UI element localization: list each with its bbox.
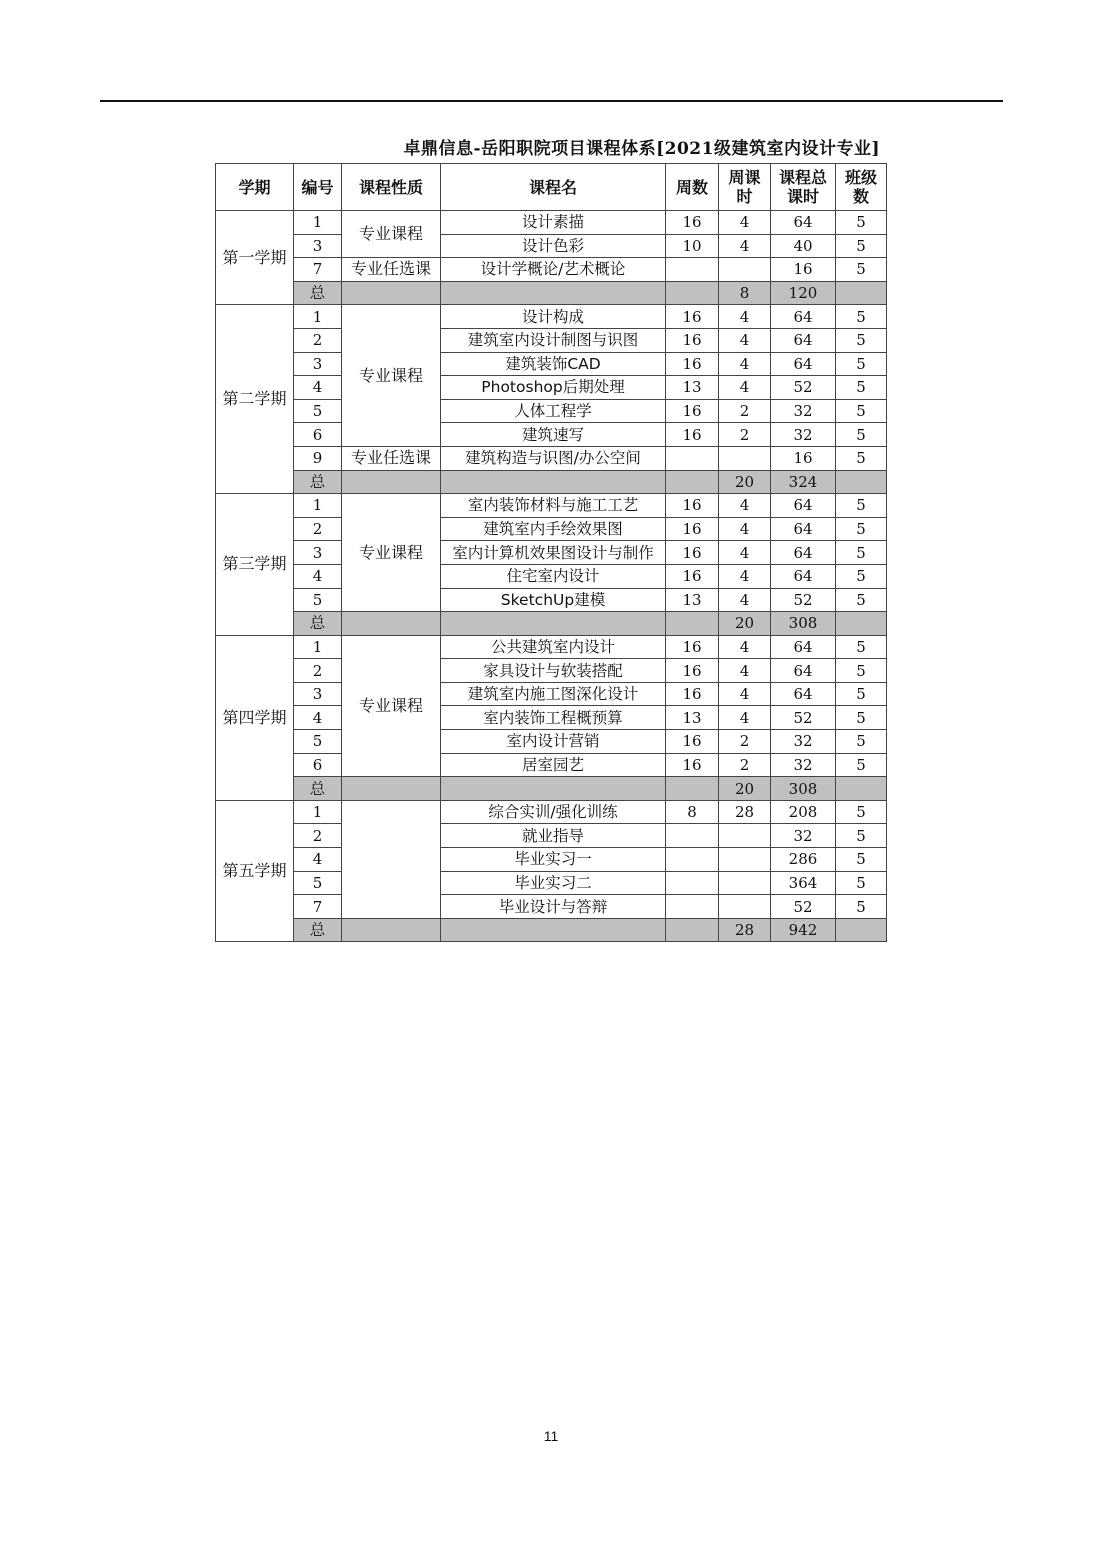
- weekly-hours-cell: [719, 895, 771, 919]
- weekly-hours-cell: 28: [719, 800, 771, 824]
- total-hours-cell: 32: [771, 824, 836, 848]
- number-cell: 1: [294, 494, 342, 518]
- class-count-cell: 5: [836, 659, 887, 683]
- table-row: [216, 517, 887, 541]
- course-name-cell: 综合实训/强化训练: [441, 800, 666, 824]
- table-row: [216, 824, 887, 848]
- weekly-hours-cell: [719, 848, 771, 872]
- total-blank-cell: [836, 918, 887, 942]
- table-row: [216, 564, 887, 588]
- class-count-cell: 5: [836, 706, 887, 730]
- total-hours-cell: 286: [771, 848, 836, 872]
- total-blank-cell: [666, 777, 719, 801]
- weeks-cell: 10: [666, 234, 719, 258]
- total-hours-cell: 64: [771, 682, 836, 706]
- total-blank-cell: [441, 777, 666, 801]
- class-count-cell: 5: [836, 376, 887, 400]
- table-body: [216, 211, 887, 942]
- course-nature-cell: 专业课程: [342, 211, 441, 258]
- total-hours-sum-cell: 308: [771, 777, 836, 801]
- course-name-cell: 住宅室内设计: [441, 564, 666, 588]
- weekly-hours-cell: 4: [719, 305, 771, 329]
- table-row: [216, 376, 887, 400]
- number-cell: 1: [294, 211, 342, 235]
- weekly-hours-cell: 4: [719, 588, 771, 612]
- weeks-cell: 16: [666, 682, 719, 706]
- class-count-cell: 5: [836, 517, 887, 541]
- weeks-cell: 13: [666, 706, 719, 730]
- weekly-hours-cell: 4: [719, 635, 771, 659]
- weeks-cell: 16: [666, 399, 719, 423]
- table-row: [216, 258, 887, 282]
- total-label-cell: 总: [294, 777, 342, 801]
- header-total-hours: 课程总 课时: [771, 164, 836, 211]
- weekly-hours-cell: 4: [719, 659, 771, 683]
- total-weekly-hours-cell: 28: [719, 918, 771, 942]
- course-name-cell: 建筑室内手绘效果图: [441, 517, 666, 541]
- table-row: [216, 328, 887, 352]
- number-cell: 5: [294, 871, 342, 895]
- total-hours-cell: 32: [771, 730, 836, 754]
- weeks-cell: 16: [666, 305, 719, 329]
- total-hours-sum-cell: 308: [771, 612, 836, 636]
- total-label-cell: 总: [294, 612, 342, 636]
- number-cell: 5: [294, 399, 342, 423]
- weeks-cell: 16: [666, 635, 719, 659]
- class-count-cell: 5: [836, 446, 887, 470]
- weeks-cell: 16: [666, 494, 719, 518]
- total-blank-cell: [441, 612, 666, 636]
- weekly-hours-cell: 4: [719, 352, 771, 376]
- class-count-cell: 5: [836, 588, 887, 612]
- weekly-hours-cell: 2: [719, 730, 771, 754]
- total-blank-cell: [836, 612, 887, 636]
- header-row: [216, 164, 887, 211]
- table-row: [216, 800, 887, 824]
- number-cell: 3: [294, 352, 342, 376]
- number-cell: 6: [294, 423, 342, 447]
- total-weekly-hours-cell: 20: [719, 777, 771, 801]
- course-name-cell: 室内装饰工程概预算: [441, 706, 666, 730]
- number-cell: 4: [294, 376, 342, 400]
- weekly-hours-cell: [719, 446, 771, 470]
- course-name-cell: 毕业实习一: [441, 848, 666, 872]
- course-name-cell: 室内设计营销: [441, 730, 666, 754]
- total-hours-cell: 64: [771, 635, 836, 659]
- table-row: [216, 399, 887, 423]
- total-blank-cell: [342, 470, 441, 494]
- total-blank-cell: [666, 281, 719, 305]
- table-row: [216, 494, 887, 518]
- term-cell: 第五学期: [216, 800, 294, 942]
- number-cell: 6: [294, 753, 342, 777]
- table-row: [216, 423, 887, 447]
- term-cell: 第四学期: [216, 635, 294, 800]
- header-weeks: 周数: [666, 164, 719, 211]
- total-hours-cell: 64: [771, 517, 836, 541]
- number-cell: 3: [294, 234, 342, 258]
- header-weekly-hours: 周课 时: [719, 164, 771, 211]
- total-hours-cell: 64: [771, 352, 836, 376]
- table-row: [216, 588, 887, 612]
- table-row: [216, 635, 887, 659]
- total-blank-cell: [342, 918, 441, 942]
- class-count-cell: 5: [836, 564, 887, 588]
- weekly-hours-cell: [719, 258, 771, 282]
- curriculum-sheet: [215, 135, 886, 942]
- total-row: [216, 470, 887, 494]
- course-name-cell: SketchUp建模: [441, 588, 666, 612]
- number-cell: 1: [294, 305, 342, 329]
- total-row: [216, 281, 887, 305]
- weekly-hours-cell: 4: [719, 682, 771, 706]
- course-nature-cell: 专业任选课: [342, 258, 441, 282]
- total-blank-cell: [666, 470, 719, 494]
- header-number: 编号: [294, 164, 342, 211]
- total-hours-cell: 64: [771, 659, 836, 683]
- total-blank-cell: [836, 470, 887, 494]
- total-weekly-hours-cell: 8: [719, 281, 771, 305]
- class-count-cell: 5: [836, 305, 887, 329]
- total-row: [216, 777, 887, 801]
- weekly-hours-cell: 4: [719, 211, 771, 235]
- table-row: [216, 352, 887, 376]
- class-count-cell: 5: [836, 730, 887, 754]
- class-count-cell: 5: [836, 328, 887, 352]
- class-count-cell: 5: [836, 824, 887, 848]
- class-count-cell: 5: [836, 541, 887, 565]
- table-row: [216, 682, 887, 706]
- weeks-cell: 13: [666, 588, 719, 612]
- weekly-hours-cell: 4: [719, 541, 771, 565]
- curriculum-table: [215, 163, 887, 942]
- total-hours-cell: 64: [771, 541, 836, 565]
- course-nature-cell: 专业课程: [342, 635, 441, 777]
- weeks-cell: 16: [666, 659, 719, 683]
- course-name-cell: 建筑装饰CAD: [441, 352, 666, 376]
- total-hours-cell: 52: [771, 706, 836, 730]
- course-name-cell: 人体工程学: [441, 399, 666, 423]
- class-count-cell: 5: [836, 258, 887, 282]
- weeks-cell: 16: [666, 564, 719, 588]
- total-hours-cell: 16: [771, 258, 836, 282]
- total-row: [216, 612, 887, 636]
- weeks-cell: [666, 446, 719, 470]
- class-count-cell: 5: [836, 635, 887, 659]
- weeks-cell: 13: [666, 376, 719, 400]
- number-cell: 7: [294, 895, 342, 919]
- total-hours-cell: 40: [771, 234, 836, 258]
- total-hours-cell: 52: [771, 588, 836, 612]
- course-name-cell: Photoshop后期处理: [441, 376, 666, 400]
- course-name-cell: 设计构成: [441, 305, 666, 329]
- number-cell: 2: [294, 328, 342, 352]
- number-cell: 1: [294, 800, 342, 824]
- class-count-cell: 5: [836, 682, 887, 706]
- course-name-cell: 就业指导: [441, 824, 666, 848]
- table-row: [216, 211, 887, 235]
- total-blank-cell: [441, 470, 666, 494]
- weekly-hours-cell: 4: [719, 706, 771, 730]
- weeks-cell: 16: [666, 352, 719, 376]
- table-row: [216, 706, 887, 730]
- weekly-hours-cell: 4: [719, 564, 771, 588]
- total-label-cell: 总: [294, 918, 342, 942]
- class-count-cell: 5: [836, 871, 887, 895]
- number-cell: 4: [294, 848, 342, 872]
- class-count-cell: 5: [836, 753, 887, 777]
- weekly-hours-cell: [719, 871, 771, 895]
- total-hours-sum-cell: 942: [771, 918, 836, 942]
- weekly-hours-cell: 4: [719, 234, 771, 258]
- table-row: [216, 305, 887, 329]
- class-count-cell: 5: [836, 848, 887, 872]
- header-course-nature: 课程性质: [342, 164, 441, 211]
- weeks-cell: 16: [666, 541, 719, 565]
- number-cell: 1: [294, 635, 342, 659]
- course-name-cell: 设计素描: [441, 211, 666, 235]
- page-number: 11: [543, 1428, 559, 1444]
- course-nature-cell: 专业课程: [342, 305, 441, 447]
- table-row: [216, 541, 887, 565]
- weekly-hours-cell: 4: [719, 376, 771, 400]
- total-hours-cell: 364: [771, 871, 836, 895]
- weeks-cell: [666, 895, 719, 919]
- number-cell: 4: [294, 706, 342, 730]
- term-cell: 第一学期: [216, 211, 294, 305]
- weeks-cell: [666, 258, 719, 282]
- header-term: 学期: [216, 164, 294, 211]
- course-name-cell: 建筑构造与识图/办公空间: [441, 446, 666, 470]
- total-hours-cell: 52: [771, 895, 836, 919]
- total-hours-cell: 64: [771, 494, 836, 518]
- course-name-cell: 室内计算机效果图设计与制作: [441, 541, 666, 565]
- number-cell: 2: [294, 824, 342, 848]
- class-count-cell: 5: [836, 352, 887, 376]
- weeks-cell: [666, 824, 719, 848]
- weeks-cell: 16: [666, 517, 719, 541]
- class-count-cell: 5: [836, 800, 887, 824]
- total-hours-sum-cell: 120: [771, 281, 836, 305]
- total-hours-cell: 208: [771, 800, 836, 824]
- class-count-cell: 5: [836, 423, 887, 447]
- weekly-hours-cell: 4: [719, 517, 771, 541]
- total-hours-cell: 32: [771, 399, 836, 423]
- number-cell: 3: [294, 541, 342, 565]
- weeks-cell: 8: [666, 800, 719, 824]
- weekly-hours-cell: 2: [719, 753, 771, 777]
- total-blank-cell: [342, 281, 441, 305]
- course-name-cell: 建筑室内施工图深化设计: [441, 682, 666, 706]
- course-name-cell: 居室园艺: [441, 753, 666, 777]
- term-cell: 第二学期: [216, 305, 294, 494]
- total-label-cell: 总: [294, 281, 342, 305]
- header-rule: [100, 100, 1003, 102]
- weeks-cell: [666, 871, 719, 895]
- course-nature-cell: 专业任选课: [342, 446, 441, 470]
- total-hours-cell: 64: [771, 564, 836, 588]
- table-row: [216, 446, 887, 470]
- total-blank-cell: [666, 918, 719, 942]
- course-name-cell: 公共建筑室内设计: [441, 635, 666, 659]
- table-row: [216, 730, 887, 754]
- class-count-cell: 5: [836, 494, 887, 518]
- course-name-cell: 室内装饰材料与施工工艺: [441, 494, 666, 518]
- total-hours-cell: 16: [771, 446, 836, 470]
- class-count-cell: 5: [836, 399, 887, 423]
- course-name-cell: 建筑室内设计制图与识图: [441, 328, 666, 352]
- weeks-cell: 16: [666, 423, 719, 447]
- header-class-count: 班级 数: [836, 164, 887, 211]
- term-cell: 第三学期: [216, 494, 294, 636]
- course-name-cell: 设计学概论/艺术概论: [441, 258, 666, 282]
- course-name-cell: 家具设计与软装搭配: [441, 659, 666, 683]
- course-name-cell: 建筑速写: [441, 423, 666, 447]
- weeks-cell: 16: [666, 211, 719, 235]
- number-cell: 5: [294, 588, 342, 612]
- total-blank-cell: [836, 281, 887, 305]
- weekly-hours-cell: 2: [719, 399, 771, 423]
- number-cell: 2: [294, 659, 342, 683]
- weekly-hours-cell: 4: [719, 328, 771, 352]
- number-cell: 9: [294, 446, 342, 470]
- table-row: [216, 848, 887, 872]
- total-blank-cell: [342, 612, 441, 636]
- course-name-cell: 设计色彩: [441, 234, 666, 258]
- table-row: [216, 871, 887, 895]
- number-cell: 7: [294, 258, 342, 282]
- total-blank-cell: [441, 281, 666, 305]
- table-row: [216, 753, 887, 777]
- class-count-cell: 5: [836, 211, 887, 235]
- total-blank-cell: [441, 918, 666, 942]
- weekly-hours-cell: [719, 824, 771, 848]
- total-hours-cell: 32: [771, 753, 836, 777]
- table-row: [216, 234, 887, 258]
- weeks-cell: 16: [666, 328, 719, 352]
- course-name-cell: 毕业实习二: [441, 871, 666, 895]
- number-cell: 2: [294, 517, 342, 541]
- total-hours-cell: 64: [771, 328, 836, 352]
- course-nature-cell: [342, 800, 441, 918]
- number-cell: 5: [294, 730, 342, 754]
- weekly-hours-cell: 2: [719, 423, 771, 447]
- total-weekly-hours-cell: 20: [719, 470, 771, 494]
- total-hours-cell: 64: [771, 305, 836, 329]
- total-hours-cell: 32: [771, 423, 836, 447]
- table-row: [216, 895, 887, 919]
- number-cell: 4: [294, 564, 342, 588]
- table-title: 卓鼎信息-岳阳职院项目课程体系[2021级建筑室内设计专业]: [403, 139, 880, 159]
- weeks-cell: 16: [666, 730, 719, 754]
- total-blank-cell: [342, 777, 441, 801]
- total-label-cell: 总: [294, 470, 342, 494]
- weeks-cell: 16: [666, 753, 719, 777]
- total-hours-cell: 52: [771, 376, 836, 400]
- total-row: [216, 918, 887, 942]
- total-weekly-hours-cell: 20: [719, 612, 771, 636]
- class-count-cell: 5: [836, 895, 887, 919]
- total-blank-cell: [836, 777, 887, 801]
- weeks-cell: [666, 848, 719, 872]
- course-name-cell: 毕业设计与答辩: [441, 895, 666, 919]
- table-row: [216, 659, 887, 683]
- total-hours-cell: 64: [771, 211, 836, 235]
- weekly-hours-cell: 4: [719, 494, 771, 518]
- total-blank-cell: [666, 612, 719, 636]
- class-count-cell: 5: [836, 234, 887, 258]
- number-cell: 3: [294, 682, 342, 706]
- course-nature-cell: 专业课程: [342, 494, 441, 612]
- total-hours-sum-cell: 324: [771, 470, 836, 494]
- header-course-name: 课程名: [441, 164, 666, 211]
